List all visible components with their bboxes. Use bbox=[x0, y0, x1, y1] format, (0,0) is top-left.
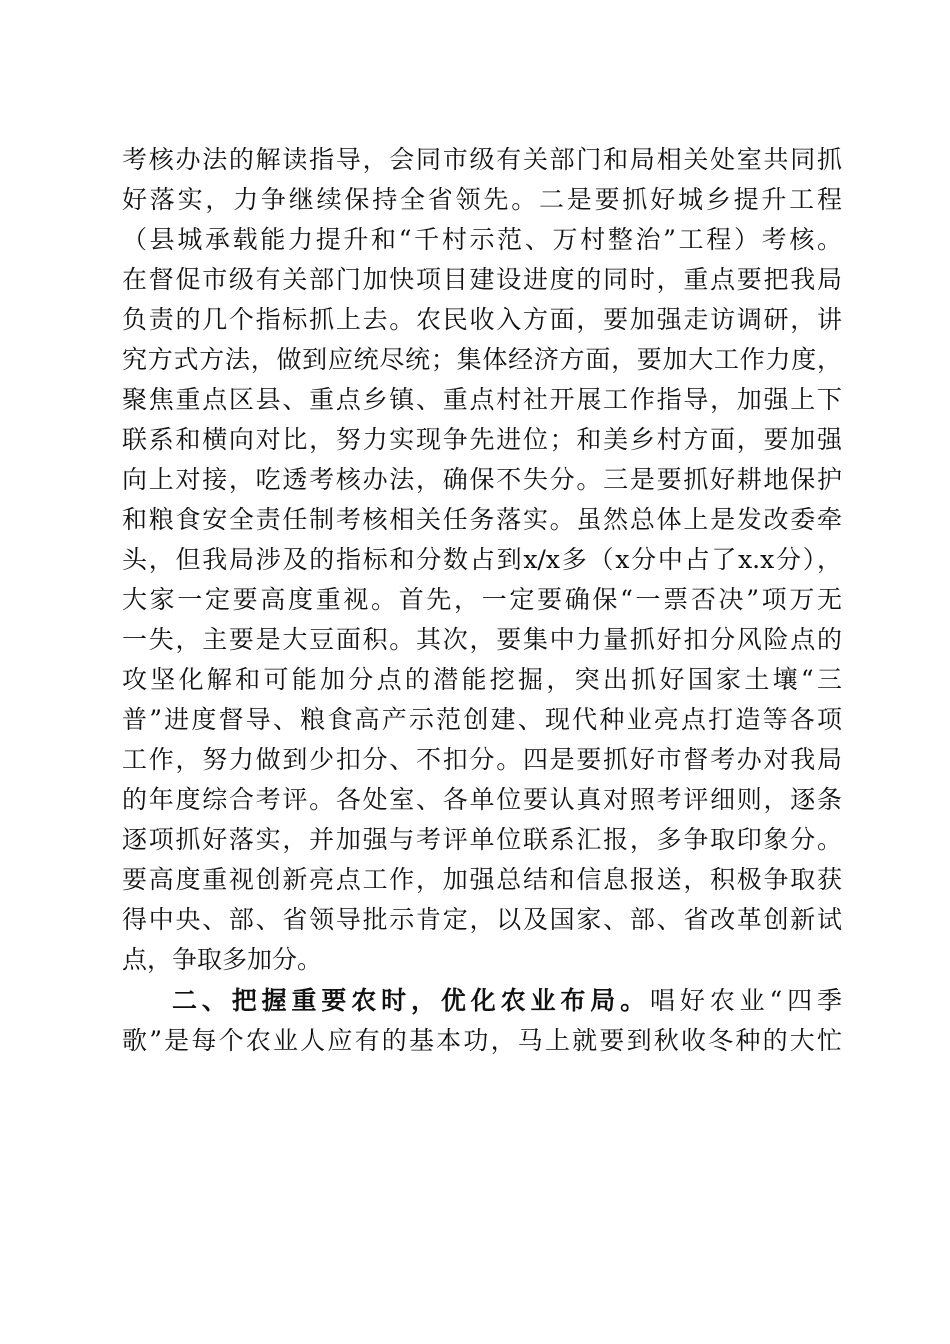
paragraph-2-line-2: 歌”是每个农业人应有的基本功，马上就要到秋收冬种的大忙 bbox=[122, 1026, 842, 1055]
paragraph-1-line-12: 大家一定要高度重视。首先，一定要确保“一票否决”项万无 bbox=[122, 585, 842, 614]
paragraph-1-line-2: 好落实，力争继续保持全省领先。二是要抓好城乡提升工程 bbox=[122, 185, 842, 214]
paragraph-1-line-16: 工作，努力做到少扣分、不扣分。四是要抓好市督考办对我局 bbox=[122, 745, 842, 774]
paragraph-1-line-14: 攻坚化解和可能加分点的潜能挖掘，突出抓好国家土壤“三 bbox=[122, 665, 842, 694]
paragraph-1-line-6: 究方式方法，做到应统尽统；集体经济方面，要加大工作力度， bbox=[122, 345, 842, 374]
paragraph-1-line-8: 联系和横向对比，努力实现争先进位；和美乡村方面，要加强 bbox=[122, 425, 842, 454]
paragraph-1-line-3: （县城承载能力提升和“千村示范、万村整治”工程）考核。 bbox=[122, 225, 842, 254]
paragraph-1-line-10: 和粮食安全责任制考核相关任务落实。虽然总体上是发改委牵 bbox=[122, 505, 842, 534]
paragraph-1-line-7: 聚焦重点区县、重点乡镇、重点村社开展工作指导，加强上下 bbox=[122, 385, 842, 414]
paragraph-1-line-17: 的年度综合考评。各处室、各单位要认真对照考评细则，逐条 bbox=[122, 785, 842, 814]
paragraph-1-line-13: 一失，主要是大豆面积。其次，要集中力量抓好扣分风险点的 bbox=[122, 625, 842, 654]
paragraph-1-line-20: 得中央、部、省领导批示肯定，以及国家、部、省改革创新试 bbox=[122, 905, 842, 934]
paragraph-1-line-21: 点，争取多加分。 bbox=[122, 945, 323, 974]
paragraph-1-line-15: 普”进度督导、粮食高产示范创建、现代种业亮点打造等各项 bbox=[122, 705, 842, 734]
paragraph-1-line-11: 头，但我局涉及的指标和分数占到x/x多（x分中占了x.x分）， bbox=[122, 545, 842, 574]
paragraph-1-line-18: 逐项抓好落实，并加强与考评单位联系汇报，多争取印象分。 bbox=[122, 825, 842, 854]
section-heading: 二、把握重要农时，优化农业布局。 bbox=[172, 986, 650, 1015]
paragraph-1-line-9: 向上对接，吃透考核办法，确保不失分。三是要抓好耕地保护 bbox=[122, 465, 842, 494]
paragraph-2-line-1-text: 唱好农业“四季 bbox=[649, 986, 842, 1015]
paragraph-1-line-19: 要高度重视创新亮点工作，加强总结和信息报送，积极争取获 bbox=[122, 865, 842, 894]
paragraph-1-line-5: 负责的几个指标抓上去。农民收入方面，要加强走访调研，讲 bbox=[122, 305, 842, 334]
document-body bbox=[122, 140, 842, 1061]
paragraph-1-line-1: 考核办法的解读指导，会同市级有关部门和局相关处室共同抓 bbox=[122, 145, 842, 174]
paragraph-1-line-4: 在督促市级有关部门加快项目建设进度的同时，重点要把我局 bbox=[122, 265, 842, 294]
paragraph-2-line-1 bbox=[122, 981, 842, 1021]
